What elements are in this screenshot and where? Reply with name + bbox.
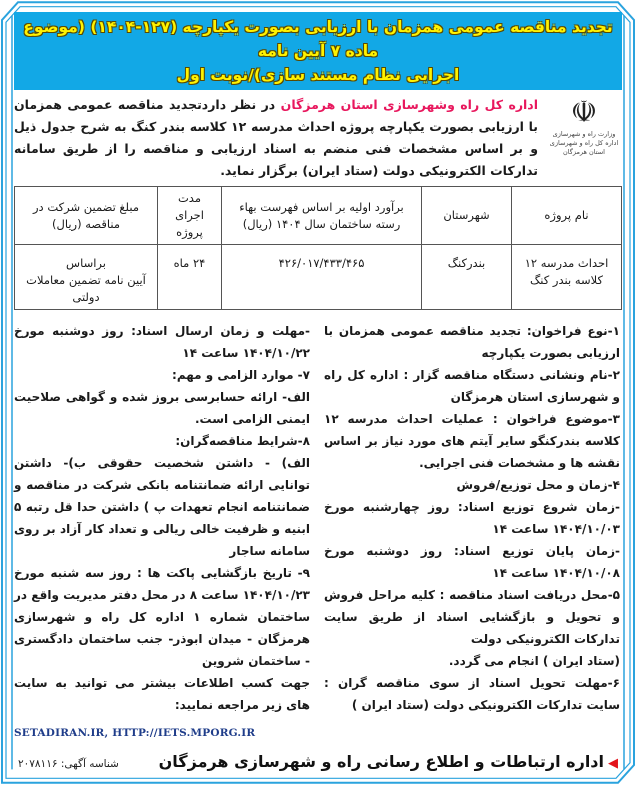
header-estimate: برآورد اولیه بر اساس فهرست بهاء رسته ساختمان سال ۱۴۰۴ (ریال) (222, 187, 422, 245)
table-header-row (15, 187, 622, 245)
item-document-location: ۵-محل دریافت اسناد مناقصه : کلیه مراحل فروش و تحویل و بازگشایی اسناد از طریق سایت تدارکات الکترونیکی دولت (324, 588, 620, 646)
item-mandatory-heading: ۷- موارد الزامی و مهم: (172, 368, 310, 382)
footer-bar (14, 752, 622, 771)
item-bidder-conditions-heading: ۸-شرایط مناقصه‌گران: (175, 434, 310, 448)
cell-county: بندرکنگ (422, 245, 512, 310)
cell-guarantee (15, 245, 158, 310)
tender-table (14, 186, 622, 310)
footer-department-name: اداره ارتباطات و اطلاع رسانی راه و شهرسازی هرمزگان (158, 752, 604, 771)
title-line-1: تجدید مناقصه عمومی همزمان با ارزیابی بصورت یکپارچه (۱۲۷-۱۴۰۴) (موضوع ماده ۷ آیین نامه (23, 18, 613, 60)
item-distribution-end: -زمان پایان توزیع اسناد: روز دوشنبه مورخ ۱۴۰۴/۱۰/۰۸ ساعت ۱۴ (324, 544, 620, 580)
ad-id: شناسه آگهی: ۲۰۷۸۱۱۶ (18, 758, 119, 770)
item-call-subject: ۳-موضوع فراخوان : عملیات احداث مدرسه ۱۲ کلاسه بندرکنگو سایر آیتم های مورد نیاز بر اساس نقشه ها و مشخصات فنی اجرایی. (324, 412, 620, 470)
footer-department (159, 752, 618, 771)
cell-project: احداث مدرسه ۱۲ کلاسه بندر کنگ (512, 245, 622, 310)
item-call-type: ۱-نوع فراخوان: تجدید مناقصه عمومی همزمان با ارزیابی بصورت یکپارچه (324, 324, 620, 360)
item-more-info: جهت کسب اطلاعات بیشتر می توانید به سایت های زیر مراجعه نمایید: (14, 676, 310, 712)
intro-section (14, 94, 622, 182)
item-opening-date: ۹- تاریخ بازگشایی پاکت ها : روز سه شنبه مورخ ۱۴۰۴/۱۰/۲۳ ساعت ۸ در محل دفتر مدیریت واقع در ساختمان شماره ۱ اداره کل راه و شهرسازی هرمزگان - میدان ابوذر- جنب ساختمان دادگستری - ساختمان شروین (14, 566, 310, 668)
conditions-column-right (324, 320, 620, 744)
header-duration: مدت اجرای پروژه (158, 187, 222, 245)
cell-duration: ۲۴ ماه (158, 245, 222, 310)
organization-name: اداره کل راه وشهرسازی استان هرمزگان (280, 97, 538, 112)
header-guarantee: مبلغ تضمین شرکت در مناقصه (ریال) (15, 187, 158, 245)
conditions-column-left (14, 320, 310, 744)
guarantee-line-1: براساس (66, 256, 106, 270)
item-bidder-conditions: الف) - داشتن شخصیت حقوقی ب)- داشتن توانایی ارائه ضمانتنامه بانکی شرکت در مناقصه و ضمانتنامه انجام تعهدات پ ) داشتن حدا قل رتبه ۵ ابنیه و ظرفیت خالی ریالی و تعداد کار آزاد بر روی سامانه ساجار (14, 456, 310, 558)
announcement-page (14, 0, 622, 785)
guarantee-line-2: آیین نامه تضمین معاملات دولتی (26, 273, 146, 304)
item-document-location-cont: (ستاد ایران ) انجام می گردد. (448, 654, 620, 668)
item-submission-time: -مهلت و زمان ارسال اسناد: روز دوشنبه مورخ ۱۴۰۴/۱۰/۲۲ ساعت ۱۴ (14, 324, 310, 360)
triangle-marker-icon: ◀ (608, 756, 618, 771)
reference-websites-link[interactable]: SETADIRAN.IR, HTTP://IETS.MPORG.IR (14, 727, 256, 739)
cell-estimate: ۴۲۶/۰۱۷/۴۳۳/۴۶۵ (222, 245, 422, 310)
header-project-name: نام پروژه (512, 187, 622, 245)
intro-body: در نظر داردتجدید مناقصه عمومی همزمان با ارزیابی بصورت یکپارچه پروژه احداث مدرسه ۱۲ کلاسه بندر کنگ به شرح جدول ذیل و بر اساس مشخصات فنی منضم به اسناد ارزیابی و مناقصه را از طریق سامانه تدارکات الکترونیکی دولت (ستاد ایران) برگزار نماید. (14, 97, 538, 178)
item-distribution-start: -زمان شروع توزیع اسناد: روز چهارشنبه مورخ ۱۴۰۴/۱۰/۰۳ ساعت ۱۴ (324, 500, 620, 536)
header-county: شهرستان (422, 187, 512, 245)
table-row (15, 245, 622, 310)
announcement-title-banner (14, 12, 622, 90)
title-line-2: اجرایی نظام مستند سازی)/نوبت اول (176, 66, 460, 84)
conditions-columns (14, 320, 622, 744)
ministry-logo (546, 94, 622, 157)
logo-caption-office: اداره کل راه و شهرسازی استان هرمزگان (549, 139, 619, 156)
intro-paragraph (14, 94, 538, 182)
item-tender-organizer: ۲-نام ونشانی دستگاه مناقصه گزار : اداره کل راه و شهرسازی استان هرمزگان (324, 368, 620, 404)
item-mandatory-audit: الف- ارائه حسابرسی بروز شده و گواهی صلاحیت ایمنی الزامی است. (14, 390, 310, 426)
item-submission-deadline: ۶-مهلت تحویل اسناد از سوی مناقصه گران : سایت تدارکات الکترونیکی دولت (ستاد ایران ) (324, 676, 620, 712)
item-distribution-heading: ۴-زمان و محل توزیع/فروش (456, 478, 620, 492)
logo-caption-ministry: وزارت راه و شهرسازی (552, 130, 616, 138)
iran-emblem-icon: ☫ (570, 95, 598, 130)
